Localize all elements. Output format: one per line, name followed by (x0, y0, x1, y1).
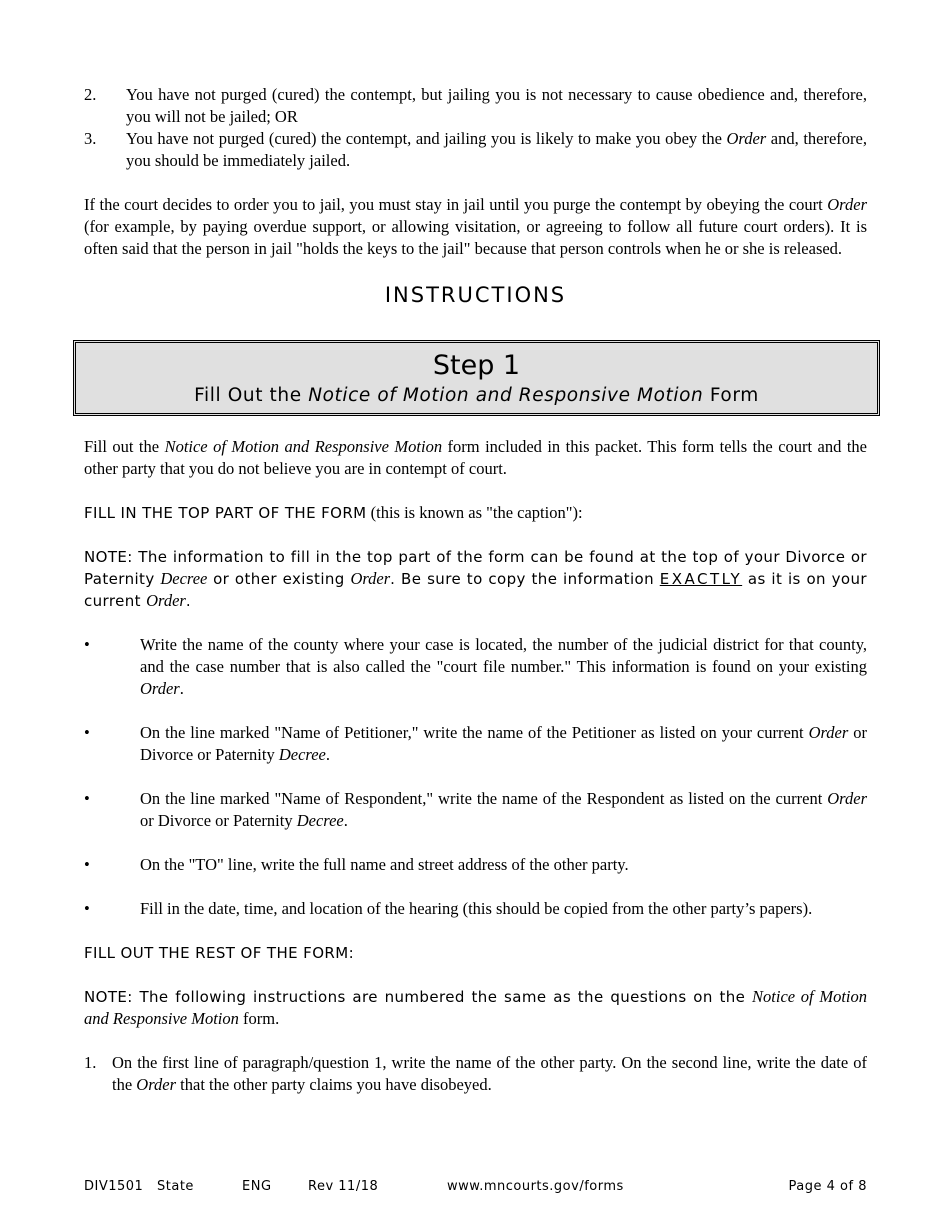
list-item-2 (84, 84, 867, 128)
bullet-item-hearing: • Fill in the date, time, and location of the hearing (this should be copied from the other party’s papers). (84, 899, 813, 918)
bullet-icon: • (84, 635, 90, 654)
page-number: Page 4 of 8 (788, 1179, 867, 1194)
bullet-icon: • (84, 855, 90, 874)
bullet-item-petitioner: • On the line marked "Name of Petitioner," write the name of the Petitioner as listed on your current Order or Divorce or Paternity Decree. (84, 723, 867, 764)
footer-language: ENG (242, 1179, 272, 1194)
bullet-item-county: • Write the name of the county where your case is located, the number of the judicial district for that county, and the case number that is also called the "court file number." This information is found on your existing Order. (84, 635, 867, 698)
note-paragraph-1: NOTE: The information to fill in the top part of the form can be found at the top of your Divorce or Paternity Decree or other existing Order. Be sure to copy the information EXACTLY as it is on your current Order. (84, 548, 867, 610)
caption-heading: FILL IN THE TOP PART OF THE FORM (this is known as "the caption"): (84, 503, 583, 522)
bullet-item-to-line: • On the "TO" line, write the full name and street address of the other party. (84, 855, 629, 874)
page-footer (84, 1179, 867, 1199)
list-number: 1. (84, 1053, 97, 1072)
intro-paragraph: Fill out the Notice of Motion and Responsive Motion form included in this packet. This form tells the court and the other party that you do not believe you are in contempt of court. (84, 437, 867, 478)
bullet-icon: • (84, 899, 90, 918)
footer-url[interactable]: www.mncourts.gov/forms (447, 1179, 624, 1194)
footer-state: State (157, 1179, 194, 1194)
list-number: 3. (84, 129, 97, 148)
document-page (84, 84, 867, 1096)
note-paragraph-2: NOTE: The following instructions are numbered the same as the questions on the Notice of Motion and Responsive Motion form. (84, 987, 867, 1028)
instruction-item-1: 1. On the first line of paragraph/question 1, write the name of the other party. On the second line, write the date of the Order that the other party claims you have disobeyed. (84, 1053, 867, 1094)
step-title: Step 1 (432, 350, 521, 381)
list-item-3 (84, 128, 867, 172)
instructions-heading: INSTRUCTIONS (384, 283, 567, 307)
bullet-icon: • (84, 723, 90, 742)
form-id: DIV1501 (84, 1179, 144, 1194)
rest-heading: FILL OUT THE REST OF THE FORM: (84, 944, 355, 962)
list-text: You have not purged (cured) the contempt, but jailing you is not necessary to cause obedience and, therefore, you will not be jailed; OR (126, 85, 867, 126)
footer-revision: Rev 11/18 (308, 1179, 379, 1194)
list-number: 2. (84, 85, 97, 104)
step-1-box (73, 340, 880, 416)
bullet-icon: • (84, 789, 90, 808)
bullet-item-respondent: • On the line marked "Name of Respondent," write the name of the Respondent as listed on the current Order or Divorce or Paternity Decree. (84, 789, 867, 830)
jail-paragraph: If the court decides to order you to jail, you must stay in jail until you purge the contempt by obeying the court Order (for example, by paying overdue support, or allowing visitation, or agreeing to follow all future court orders). It is often said that the person in jail "holds the keys to the jail" because that person controls when he or she is released. (84, 195, 867, 258)
list-text: You have not purged (cured) the contempt, and jailing you is likely to make you obey the Order and, therefore, you should be immediately jailed. (126, 129, 867, 170)
step-subtitle: Fill Out the Notice of Motion and Responsive Motion Form (194, 385, 759, 406)
